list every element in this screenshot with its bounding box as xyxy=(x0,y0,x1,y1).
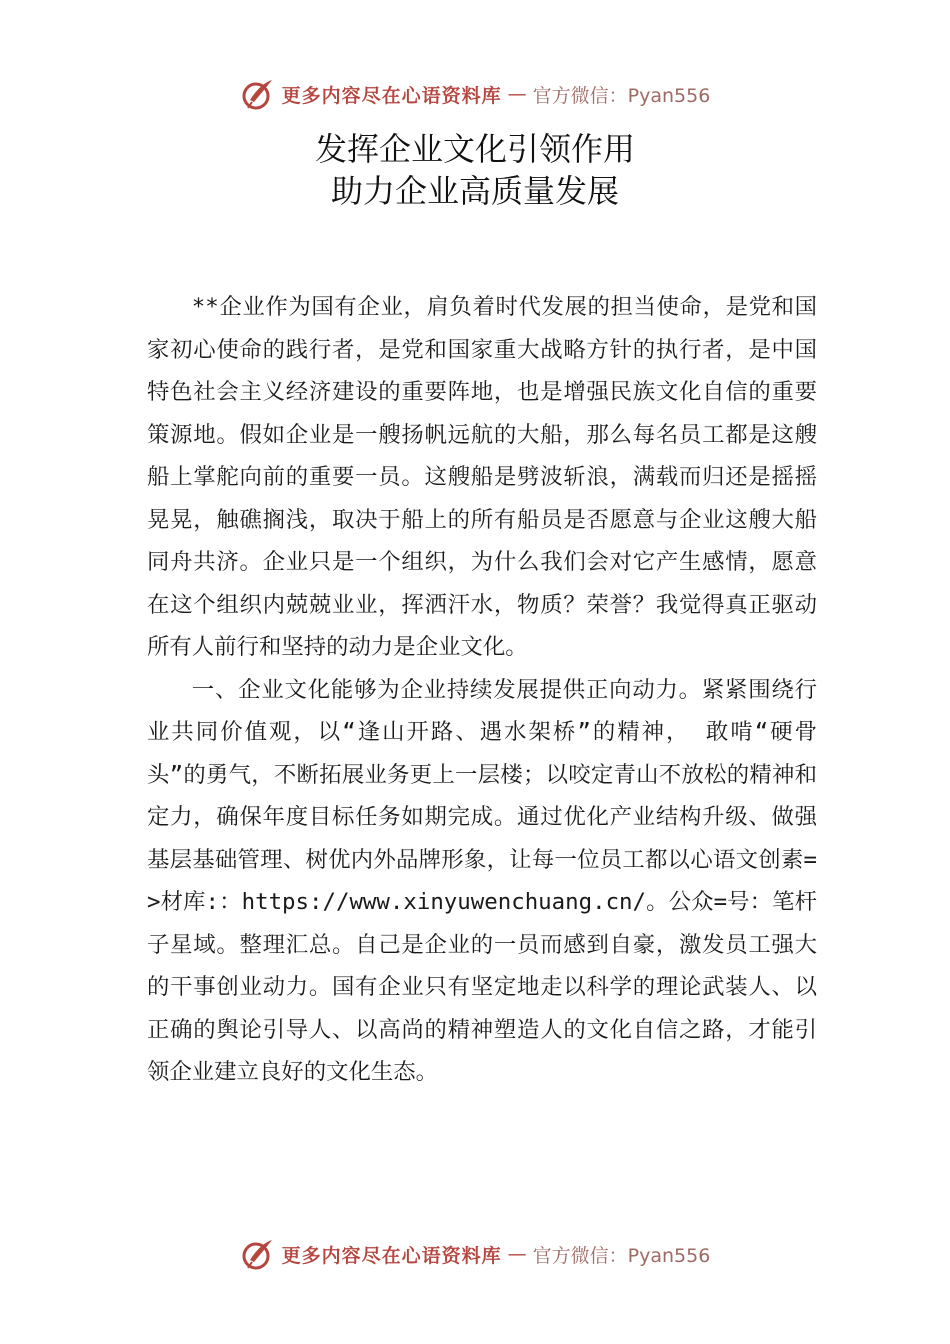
paragraph-intro: **企业作为国有企业，肩负着时代发展的担当使命，是党和国家初心使命的践行者，是党和国家重大战略方针的执行者，是中国特色社会主义经济建设的重要阵地，也是增强民族文化自信的重要策源地。假如企业是一艘扬帆远航的大船，那么每名员工都是这艘船上掌舵向前的重要一员。这艘船是劈波斩浪，满载而归还是摇摇晃晃，触礁搁浅，取决于船上的所有船员是否愿意与企业这艘大船同舟共济。企业只是一个组织，为什么我们会对它产生感情，愿意在这个组织内兢兢业业，挥洒汗水，物质？荣誉？我觉得真正驱动所有人前行和坚持的动力是企业文化。 xyxy=(147,294,817,660)
watermark-wechat: 官方微信：Pyan556 xyxy=(532,1244,711,1267)
watermark-wechat: 官方微信：Pyan556 xyxy=(532,84,711,107)
watermark-header xyxy=(0,74,950,114)
watermark-separator: — xyxy=(507,83,527,105)
watermark-brand: 更多内容尽在心语资料库 xyxy=(281,1244,502,1267)
watermark-footer xyxy=(0,1234,950,1274)
document-title xyxy=(0,128,950,212)
watermark-separator: — xyxy=(507,1243,527,1265)
watermark-brand: 更多内容尽在心语资料库 xyxy=(281,84,502,107)
quill-seal-icon xyxy=(240,76,276,112)
title-line-1: 发挥企业文化引领作用 xyxy=(314,130,635,168)
quill-seal-icon xyxy=(240,1236,276,1272)
paragraph-section-one: 一、企业文化能够为企业持续发展提供正向动力。紧紧围绕行业共同价值观，以“逢山开路、遇水架桥”的精神， 敢啃“硬骨头”的勇气，不断拓展业务更上一层楼；以咬定青山不放松的精神和定力，确保年度目标任务如期完成。通过优化产业结构升级、做强基层基础管理、树优内外品牌形象，让每一位员工都以心语文创素=>材库:：https://www.xinyuwenchuang.cn/。公众=号：笔杆子星域。整理汇总。自己是企业的一员而感到自豪，激发员工强大的干事创业动力。国有企业只有坚定地走以科学的理论武装人、以正确的舆论引导人、以高尚的精神塑造人的文化自信之路，才能引领企业建立良好的文化生态。 xyxy=(147,676,817,1085)
title-line-2: 助力企业高质量发展 xyxy=(330,172,619,210)
document-body xyxy=(147,286,817,1094)
